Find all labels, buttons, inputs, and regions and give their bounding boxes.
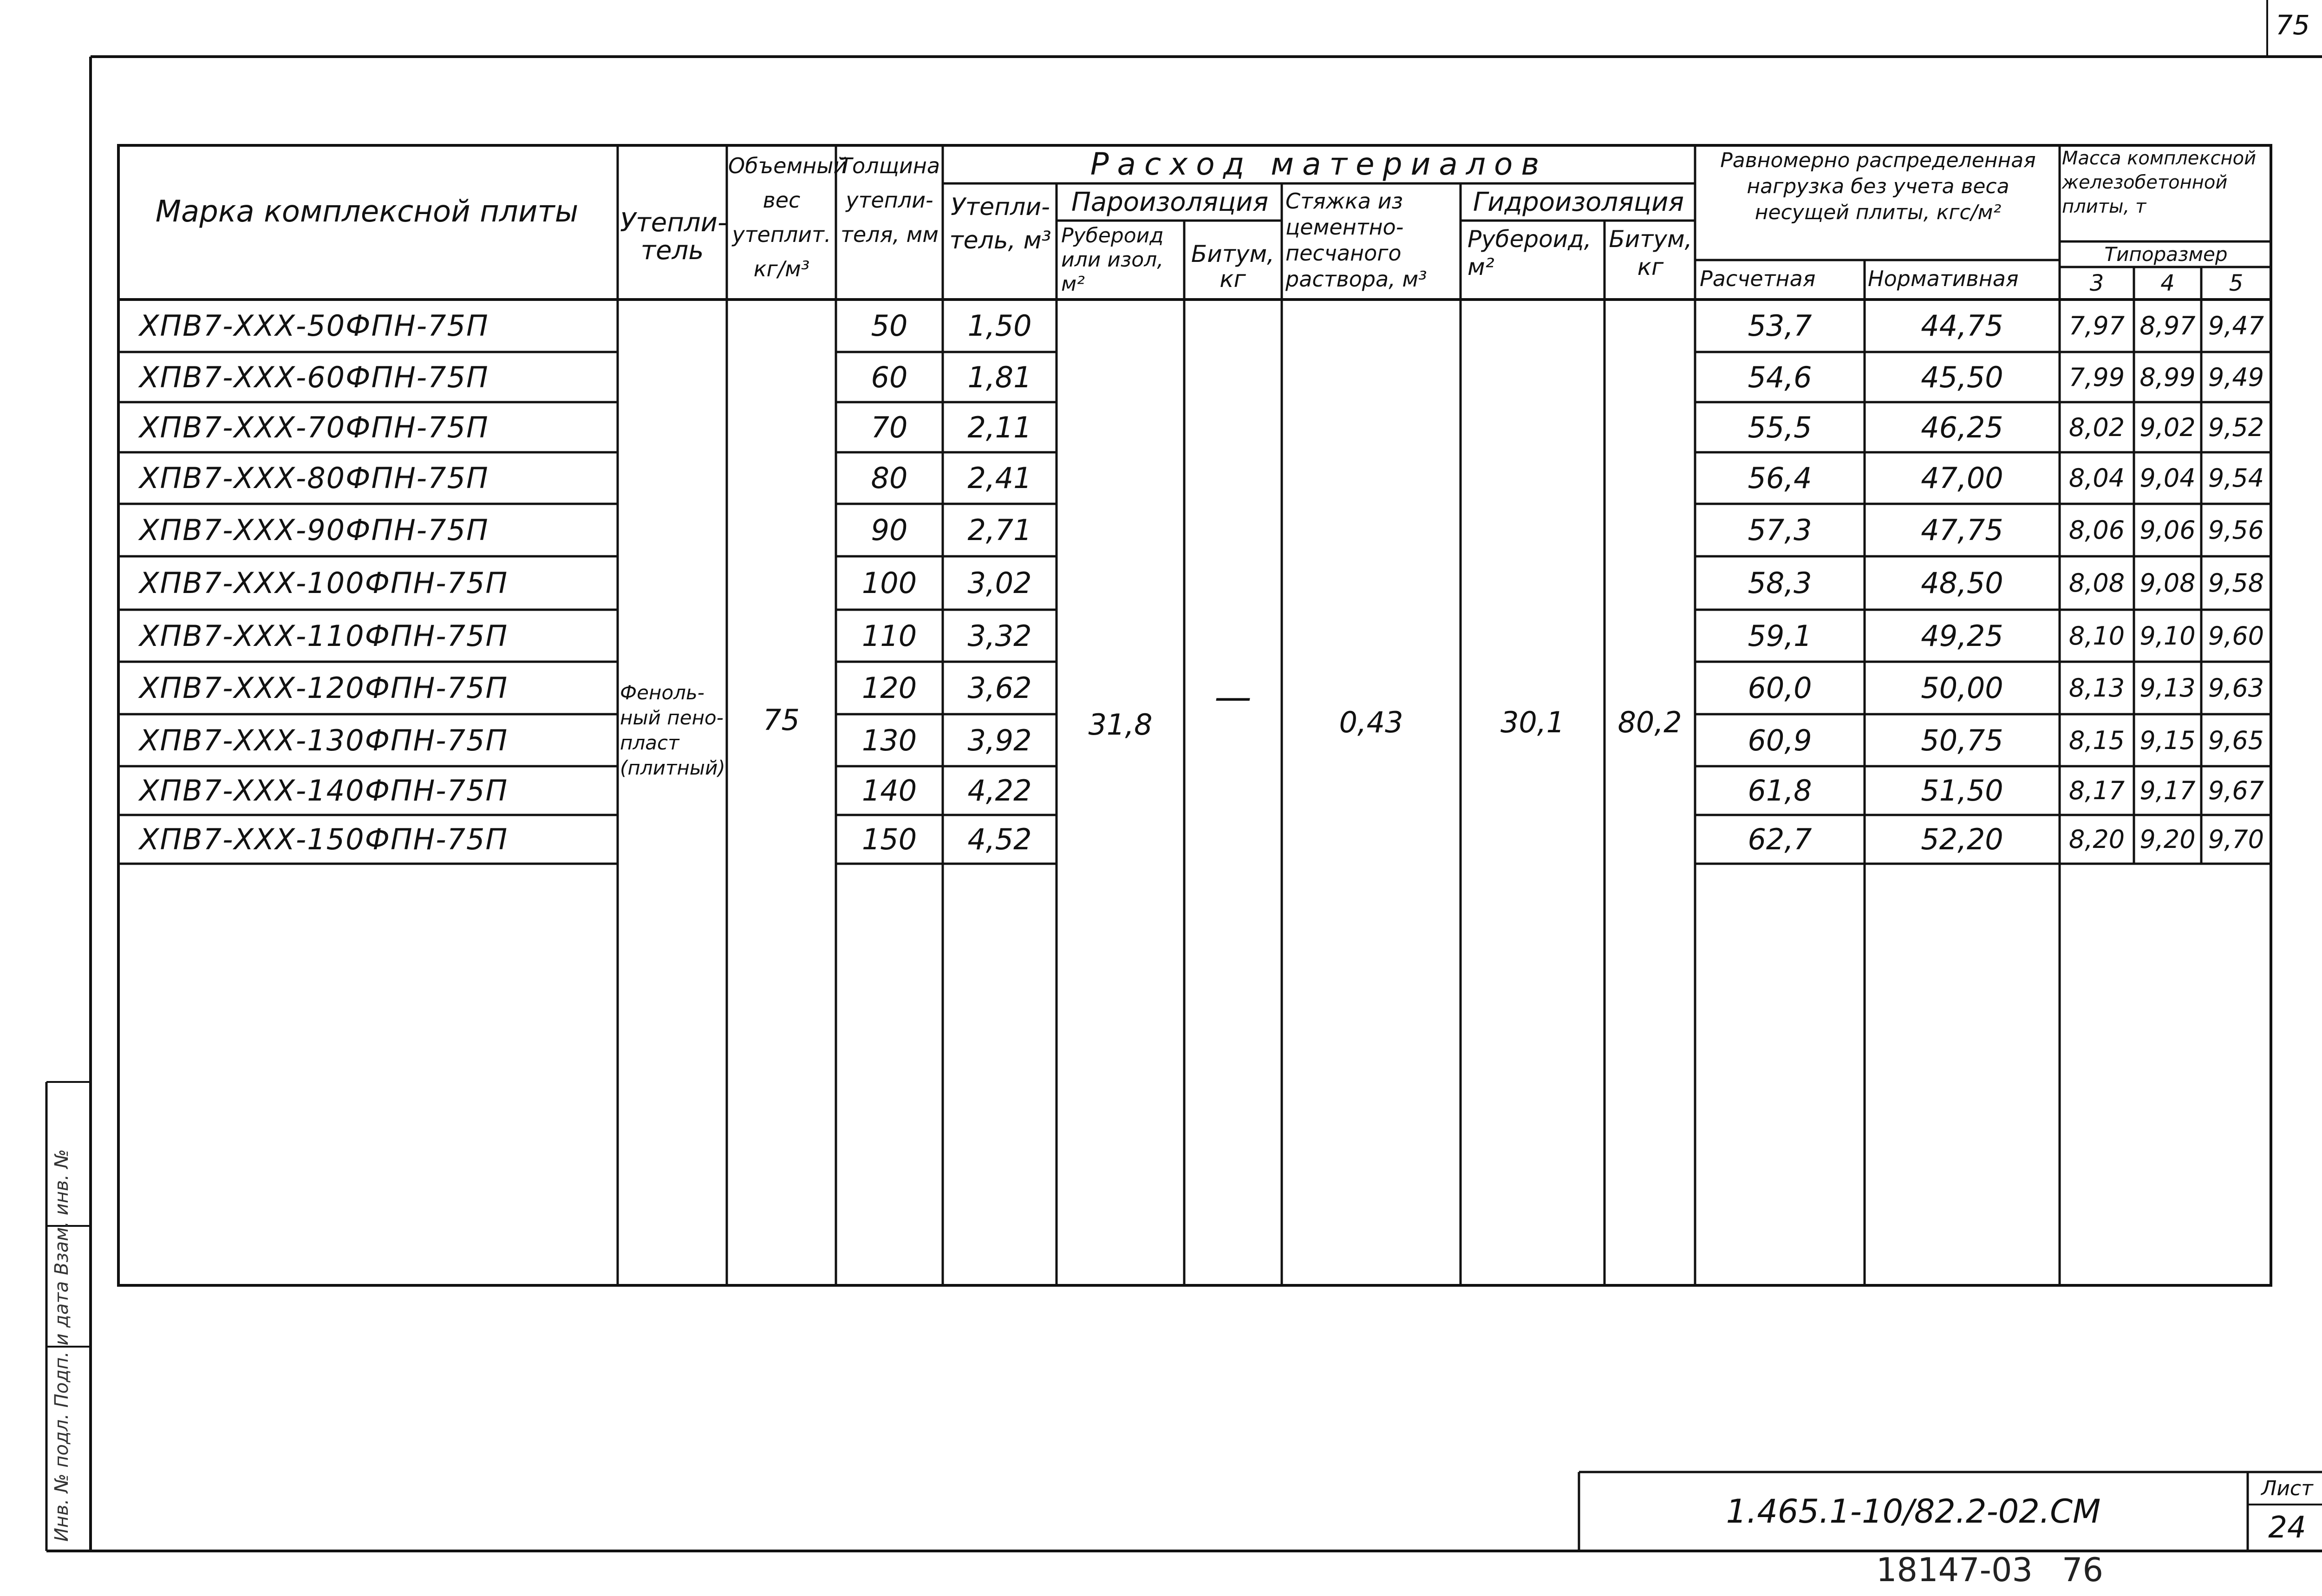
row-code: ХПВ7-ХХХ-70ФПН-75П	[139, 410, 489, 444]
header-insul-volume: Утепли-тель, м³	[949, 193, 1051, 254]
side-stamp: Инв. № подл. Подп. и дата Взам. инв. №	[51, 1149, 72, 1542]
insulation-material: Феноль-ный пено-пласт (плитный)	[620, 681, 725, 779]
row-mass-4: 9,17	[2139, 776, 2196, 805]
row-thickness: 140	[861, 774, 917, 808]
row-mass-4: 9,10	[2139, 621, 2196, 651]
row-code: ХПВ7-ХХХ-80ФПН-75П	[139, 461, 489, 495]
archive-number: 18147-03	[1876, 1551, 2033, 1589]
row-load-calc: 61,8	[1748, 774, 1812, 808]
header-hydro-bitumen: Битум, кг	[1609, 226, 1692, 280]
header-mass: Масса комплексной железобетонной плиты, т	[2062, 148, 2257, 217]
row-thickness: 100	[861, 566, 917, 600]
row-load-calc: 55,5	[1748, 410, 1812, 444]
header-load-norm: Нормативная	[1868, 266, 2019, 291]
row-mass-4: 9,13	[2139, 673, 2196, 703]
row-code: ХПВ7-ХХХ-130ФПН-75П	[139, 723, 509, 757]
row-mass-3: 7,97	[2068, 311, 2125, 340]
sheet-label: Лист	[2261, 1476, 2313, 1500]
row-code: ХПВ7-ХХХ-100ФПН-75П	[139, 566, 509, 600]
row-load-norm: 50,75	[1921, 723, 2003, 757]
row-load-calc: 60,9	[1748, 723, 1812, 757]
row-load-calc: 57,3	[1748, 513, 1812, 547]
row-load-calc: 58,3	[1748, 566, 1812, 600]
row-mass-5: 9,58	[2208, 568, 2264, 598]
row-code: ХПВ7-ХХХ-120ФПН-75П	[139, 671, 509, 705]
row-load-calc: 53,7	[1748, 309, 1812, 343]
row-load-norm: 45,50	[1921, 360, 2003, 394]
row-insul-volume: 4,22	[967, 774, 1032, 808]
row-insul-volume: 2,71	[967, 513, 1032, 547]
row-insul-volume: 2,11	[967, 410, 1032, 444]
row-code: ХПВ7-ХХХ-150ФПН-75П	[139, 822, 509, 856]
row-thickness: 80	[871, 461, 908, 495]
header-hydro: Гидроизоляция	[1473, 187, 1684, 217]
row-thickness: 50	[871, 309, 908, 343]
row-insul-volume: 3,02	[967, 566, 1032, 600]
row-mass-5: 9,47	[2208, 311, 2264, 340]
hydro-bitumen-value: 80,2	[1618, 705, 1682, 739]
header-screed: Стяжка из цементно-песчаного раствора, м³	[1285, 189, 1427, 292]
hydro-ruberoid-value: 30,1	[1500, 705, 1565, 739]
row-mass-3: 8,13	[2068, 673, 2125, 703]
header-hydro-ruberoid: Рубероид, м²	[1468, 226, 1591, 280]
row-code: ХПВ7-ХХХ-90ФПН-75П	[139, 513, 489, 547]
row-mass-3: 8,20	[2068, 825, 2125, 854]
row-mass-4: 9,20	[2139, 825, 2196, 854]
row-thickness: 130	[861, 723, 917, 757]
row-mass-5: 9,70	[2208, 825, 2264, 854]
row-insul-volume: 1,50	[967, 309, 1032, 343]
row-insul-volume: 3,92	[967, 723, 1032, 757]
row-insul-volume: 3,62	[967, 671, 1032, 705]
row-mass-4: 9,04	[2139, 463, 2196, 493]
row-code: ХПВ7-ХХХ-60ФПН-75П	[139, 360, 489, 394]
row-insul-volume: 1,81	[967, 360, 1032, 394]
row-insul-volume: 3,32	[967, 619, 1032, 653]
row-load-calc: 62,7	[1748, 822, 1812, 856]
row-load-norm: 51,50	[1921, 774, 2003, 808]
row-mass-4: 9,15	[2139, 725, 2196, 755]
header-insulation: Утепли-тель	[620, 208, 727, 266]
header-load: Равномерно распределенная нагрузка без учета веса несущей плиты, кгс/м²	[1720, 149, 2036, 224]
row-load-norm: 48,50	[1921, 566, 2003, 600]
row-load-calc: 54,6	[1748, 360, 1812, 394]
archive-page: 76	[2062, 1551, 2104, 1589]
row-mass-3: 8,04	[2068, 463, 2125, 493]
row-thickness: 60	[871, 360, 908, 394]
row-load-norm: 47,75	[1921, 513, 2003, 547]
row-thickness: 120	[861, 671, 917, 705]
row-insul-volume: 4,52	[967, 822, 1032, 856]
row-thickness: 110	[861, 619, 917, 653]
row-thickness: 90	[871, 513, 908, 547]
row-mass-3: 8,02	[2068, 412, 2125, 442]
row-mass-5: 9,54	[2208, 463, 2264, 493]
row-mass-5: 9,49	[2208, 362, 2264, 392]
header-vapor-ruberoid: Рубероид или изол, м²	[1061, 224, 1164, 296]
row-mass-3: 8,08	[2068, 568, 2125, 598]
screed-value: 0,43	[1339, 705, 1403, 739]
row-load-norm: 52,20	[1921, 822, 2003, 856]
row-code: ХПВ7-ХХХ-110ФПН-75П	[139, 619, 509, 653]
row-mass-5: 9,56	[2208, 515, 2264, 545]
row-mass-5: 9,60	[2208, 621, 2264, 651]
row-load-norm: 44,75	[1921, 309, 2003, 343]
row-mass-5: 9,52	[2208, 412, 2264, 442]
vapor-ruberoid-value: 31,8	[1088, 707, 1153, 742]
row-code: ХПВ7-ХХХ-140ФПН-75П	[139, 774, 509, 808]
row-mass-4: 8,97	[2139, 311, 2196, 340]
header-brand: Марка комплексной плиты	[155, 195, 579, 229]
row-insul-volume: 2,41	[967, 461, 1032, 495]
row-mass-3: 8,10	[2068, 621, 2125, 651]
header-type-3: 3	[2089, 270, 2104, 296]
row-mass-3: 8,15	[2068, 725, 2125, 755]
row-mass-4: 9,06	[2139, 515, 2196, 545]
document-designation: 1.465.1-10/82.2-02.СМ	[1726, 1492, 2101, 1531]
row-load-norm: 49,25	[1921, 619, 2003, 653]
vapor-bitumen-value: —	[1214, 675, 1252, 718]
row-thickness: 150	[861, 822, 917, 856]
row-mass-3: 8,06	[2068, 515, 2125, 545]
header-type-4: 4	[2160, 270, 2175, 296]
density-value: 75	[763, 703, 800, 737]
row-load-norm: 46,25	[1921, 410, 2003, 444]
header-type: Типоразмер	[2104, 243, 2228, 266]
row-mass-4: 9,08	[2139, 568, 2196, 598]
row-load-norm: 50,00	[1921, 671, 2003, 705]
row-load-calc: 56,4	[1748, 461, 1812, 495]
row-mass-5: 9,67	[2208, 776, 2264, 805]
row-mass-3: 8,17	[2068, 776, 2125, 805]
row-code: ХПВ7-ХХХ-50ФПН-75П	[139, 309, 489, 343]
row-mass-5: 9,65	[2208, 725, 2264, 755]
row-thickness: 70	[871, 410, 908, 444]
row-load-calc: 60,0	[1748, 671, 1812, 705]
row-mass-4: 9,02	[2139, 412, 2196, 442]
row-load-calc: 59,1	[1748, 619, 1812, 653]
header-type-5: 5	[2229, 270, 2244, 296]
page-number-top: 75	[2276, 9, 2310, 41]
header-consumption: Расход материалов	[1090, 146, 1548, 182]
row-mass-3: 7,99	[2068, 362, 2125, 392]
header-vapor-bitumen: Битум, кг	[1191, 241, 1275, 293]
header-load-calc: Расчетная	[1700, 266, 1816, 291]
sheet-number: 24	[2268, 1511, 2306, 1545]
header-density: Объемный вес утеплит. кг/м³	[728, 153, 848, 281]
header-vapor: Пароизоляция	[1071, 187, 1269, 217]
row-load-norm: 47,00	[1921, 461, 2003, 495]
row-mass-5: 9,63	[2208, 673, 2264, 703]
header-thickness: Толщина утепли-теля, мм	[839, 153, 940, 247]
row-mass-4: 8,99	[2139, 362, 2196, 392]
